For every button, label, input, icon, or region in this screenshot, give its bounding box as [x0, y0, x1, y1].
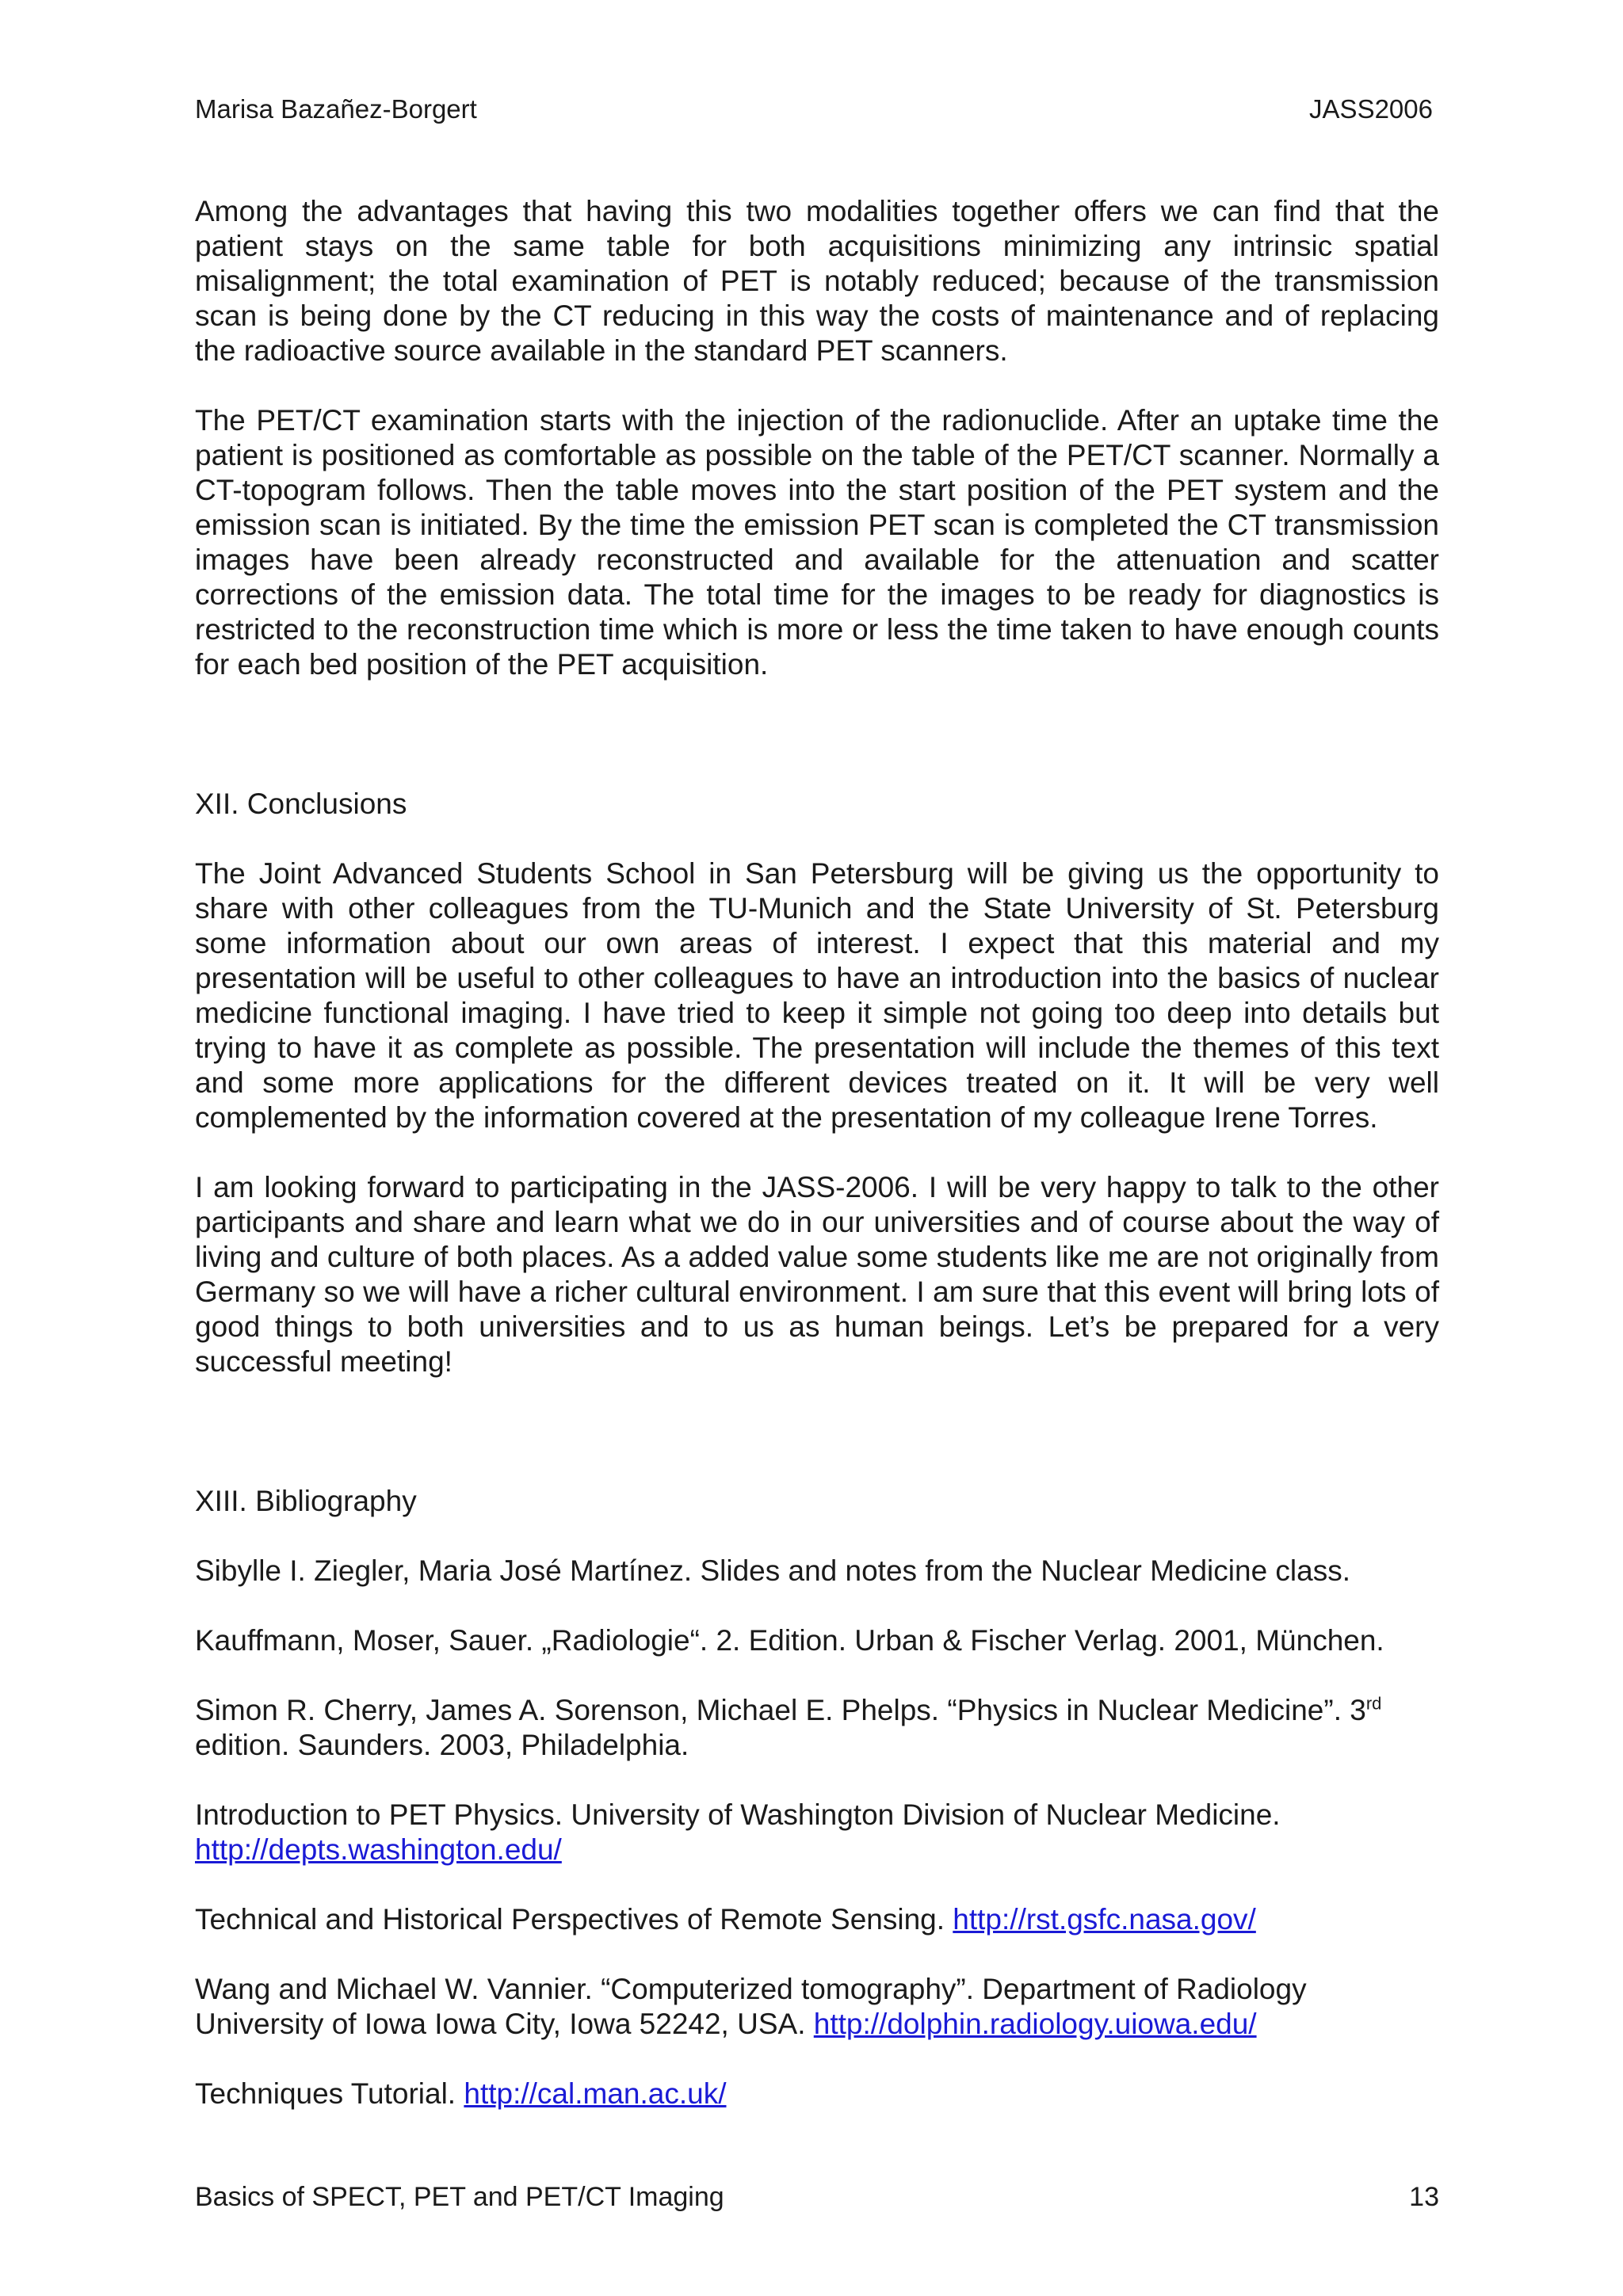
body-paragraph-advantages: Among the advantages that having this two modalities together offers we can find that the patient stays on the same table for both acquisitions minimizing any intrinsic spatial misalignment; the total examination of PET is notably reduced; because of the transmission scan is being done by the CT reducing in this way the costs of maintenance and of replacing the radioactive source available in the standard PET scanners.	[195, 195, 1439, 367]
conclusions-paragraph-1: The Joint Advanced Students School in San Petersburg will be giving us the opportunity to share with other colleagues from the TU-Munich and the State University of St. Petersburg some information about our own areas of interest. I expect that this material and my presentation will be useful to other colleagues to have an introduction into the basics of nuclear medicine functional imaging. I have tried to keep it simple not going too deep into details but trying to have it as complete as possible. The presentation will include the themes of this text and some more applications for the different devices treated on it. It will be very well complemented by the information covered at the presentation of my colleague Irene Torres.	[195, 857, 1439, 1134]
footer-title: Basics of SPECT, PET and PET/CT Imaging	[195, 2182, 724, 2212]
link-nasa[interactable]: http://rst.gsfc.nasa.gov/	[953, 1903, 1256, 1936]
bibliography-entry-3: Simon R. Cherry, James A. Sorenson, Michael E. Phelps. “Physics in Nuclear Medicine”. 3rd edition. Saunders. 2003, Philadelphia.	[195, 1693, 1382, 1761]
header-event: JASS2006	[1309, 94, 1433, 124]
conclusions-heading: XII. Conclusions	[195, 788, 407, 820]
bibliography-heading: XIII. Bibliography	[195, 1485, 417, 1517]
page-content	[195, 194, 1439, 2146]
header-author: Marisa Bazañez-Borgert	[195, 94, 477, 124]
link-uiowa[interactable]: http://dolphin.radiology.uiowa.edu/	[813, 2008, 1257, 2040]
bibliography-entry-1: Sibylle I. Ziegler, Maria José Martínez. Slides and notes from the Nuclear Medicine class.	[195, 1554, 1351, 1587]
superscript-ordinal: rd	[1365, 1693, 1382, 1714]
bibliography-entry-2: Kauffmann, Moser, Sauer. „Radiologie“. 2. Edition. Urban & Fischer Verlag. 2001, München.	[195, 1624, 1384, 1657]
conclusions-paragraph-2: I am looking forward to participating in the JASS-2006. I will be very happy to talk to the other participants and share and learn what we do in our universities and of course about the way of living and culture of both places. As a added value some students like me are not originally from Germany so we will have a richer cultural environment. I am sure that this event will bring lots of good things to both universities and to us as human beings. Let’s be prepared for a very successful meeting!	[195, 1171, 1439, 1378]
bibliography-entry-6: Wang and Michael W. Vannier. “Computerized tomography”. Department of Radiology University of Iowa Iowa City, Iowa 52242, USA. http://dolphin.radiology.uiowa.edu/	[195, 1973, 1307, 2040]
bibliography-entry-7: Techniques Tutorial. http://cal.man.ac.uk/	[195, 2077, 727, 2110]
page-footer	[195, 2180, 1439, 2214]
body-paragraph-examination: The PET/CT examination starts with the injection of the radionuclide. After an uptake time the patient is positioned as comfortable as possible on the table of the PET/CT scanner. Normally a CT-topogram follows. Then the table moves into the start position of the PET system and the emission scan is initiated. By the time the emission PET scan is completed the CT transmission images have been already reconstructed and available for the attenuation and scatter corrections of the emission data. The total time for the images to be ready for diagnostics is restricted to the reconstruction time which is more or less the time taken to have enough counts for each bed position of the PET acquisition.	[195, 404, 1439, 681]
link-manchester[interactable]: http://cal.man.ac.uk/	[464, 2077, 727, 2110]
page-header	[195, 93, 1433, 125]
link-washington[interactable]: http://depts.washington.edu/	[195, 1833, 562, 1866]
bibliography-entry-4: Introduction to PET Physics. University of Washington Division of Nuclear Medicine. http://depts.washington.edu/	[195, 1798, 1281, 1866]
page-number: 13	[1409, 2182, 1439, 2212]
bibliography-entry-5: Technical and Historical Perspectives of Remote Sensing. http://rst.gsfc.nasa.gov/	[195, 1903, 1256, 1936]
